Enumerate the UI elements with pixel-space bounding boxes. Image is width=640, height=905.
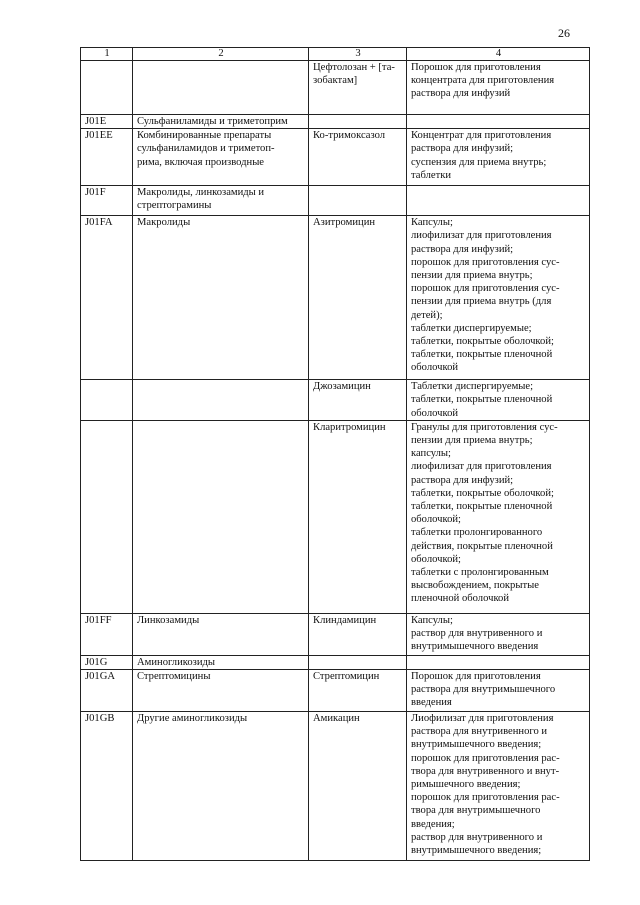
drug-name-cell: Амикацин — [309, 712, 407, 861]
group-cell — [133, 380, 309, 421]
header-cell-1: 1 — [81, 48, 133, 61]
dosage-forms-cell: Порошок для приготовления концентрата для приготовления раствора для инфузий — [407, 61, 590, 115]
drug-name-cell: Кларитромицин — [309, 420, 407, 613]
table-row — [81, 115, 590, 129]
atc-code-cell — [81, 61, 133, 115]
drug-name-cell — [309, 655, 407, 669]
dosage-forms-cell: Концентрат для приготовления раствора для инфузий; суспензия для приема внутрь; таблетки — [407, 129, 590, 186]
header-cell-2: 2 — [133, 48, 309, 61]
table-body — [81, 48, 590, 861]
table-row — [81, 186, 590, 216]
atc-code-cell: J01GA — [81, 670, 133, 712]
group-cell — [133, 61, 309, 115]
page-number: 26 — [558, 26, 570, 40]
table-row — [81, 380, 590, 421]
atc-code-cell: J01EE — [81, 129, 133, 186]
dosage-forms-cell: Лиофилизат для приготовления раствора для внутривенного и внутримышечного введения; порошок для приготовления рас- твора для внутривенного и внут- римышечного введения; порошок для приготовления рас- твора для внутримышечного введения; раствор для внутривенного и внутримышечного введения; — [407, 712, 590, 861]
table-row — [81, 129, 590, 186]
group-cell: Сульфаниламиды и триметоприм — [133, 115, 309, 129]
dosage-forms-cell — [407, 115, 590, 129]
drug-name-cell: Азитромицин — [309, 216, 407, 380]
drug-table — [80, 47, 590, 861]
drug-name-cell: Клиндамицин — [309, 613, 407, 655]
header-cell-3: 3 — [309, 48, 407, 61]
atc-code-cell: J01F — [81, 186, 133, 216]
drug-name-cell — [309, 186, 407, 216]
atc-code-cell: J01FA — [81, 216, 133, 380]
atc-code-cell: J01E — [81, 115, 133, 129]
atc-code-cell — [81, 380, 133, 421]
dosage-forms-cell: Порошок для приготовления раствора для внутримышечного введения — [407, 670, 590, 712]
drug-name-cell: Джозамицин — [309, 380, 407, 421]
atc-code-cell: J01GB — [81, 712, 133, 861]
group-cell: Стрептомицины — [133, 670, 309, 712]
atc-code-cell: J01FF — [81, 613, 133, 655]
dosage-forms-cell — [407, 655, 590, 669]
group-cell — [133, 420, 309, 613]
group-cell: Макролиды — [133, 216, 309, 380]
dosage-forms-cell: Капсулы; лиофилизат для приготовления раствора для инфузий; порошок для приготовления сус- пензии для приема внутрь; порошок для приготовления сус- пензии для приема внутрь (для детей); таблетки диспергируемые; таблетки, покрытые оболочкой; таблетки, покрытые пленочной оболочкой — [407, 216, 590, 380]
table-row — [81, 670, 590, 712]
dosage-forms-cell: Капсулы; раствор для внутривенного и внутримышечного введения — [407, 613, 590, 655]
group-cell: Другие аминогликозиды — [133, 712, 309, 861]
atc-code-cell — [81, 420, 133, 613]
table-row — [81, 61, 590, 115]
table-row — [81, 216, 590, 380]
drug-name-cell: Стрептомицин — [309, 670, 407, 712]
drug-name-cell: Ко-тримоксазол — [309, 129, 407, 186]
group-cell: Макролиды, линкозамиды и стрептограмины — [133, 186, 309, 216]
dosage-forms-cell: Таблетки диспергируемые; таблетки, покрытые пленочной оболочкой — [407, 380, 590, 421]
group-cell: Комбинированные препараты сульфаниламидов и триметоп- рима, включая производные — [133, 129, 309, 186]
group-cell: Аминогликозиды — [133, 655, 309, 669]
table-row — [81, 712, 590, 861]
dosage-forms-cell: Гранулы для приготовления сус- пензии для приема внутрь; капсулы; лиофилизат для приготовления раствора для инфузий; таблетки, покрытые оболочкой; таблетки, покрытые пленочной оболочкой; таблетки пролонгированного действия, покрытые пленочной оболочкой; таблетки с пролонгированным высвобождением, покрытые пленочной оболочкой — [407, 420, 590, 613]
header-row — [81, 48, 590, 61]
table-row — [81, 613, 590, 655]
group-cell: Линкозамиды — [133, 613, 309, 655]
table-row — [81, 655, 590, 669]
dosage-forms-cell — [407, 186, 590, 216]
atc-code-cell: J01G — [81, 655, 133, 669]
drug-name-cell — [309, 115, 407, 129]
table-row — [81, 420, 590, 613]
header-cell-4: 4 — [407, 48, 590, 61]
drug-name-cell: Цефтолозан + [та- зобактам] — [309, 61, 407, 115]
